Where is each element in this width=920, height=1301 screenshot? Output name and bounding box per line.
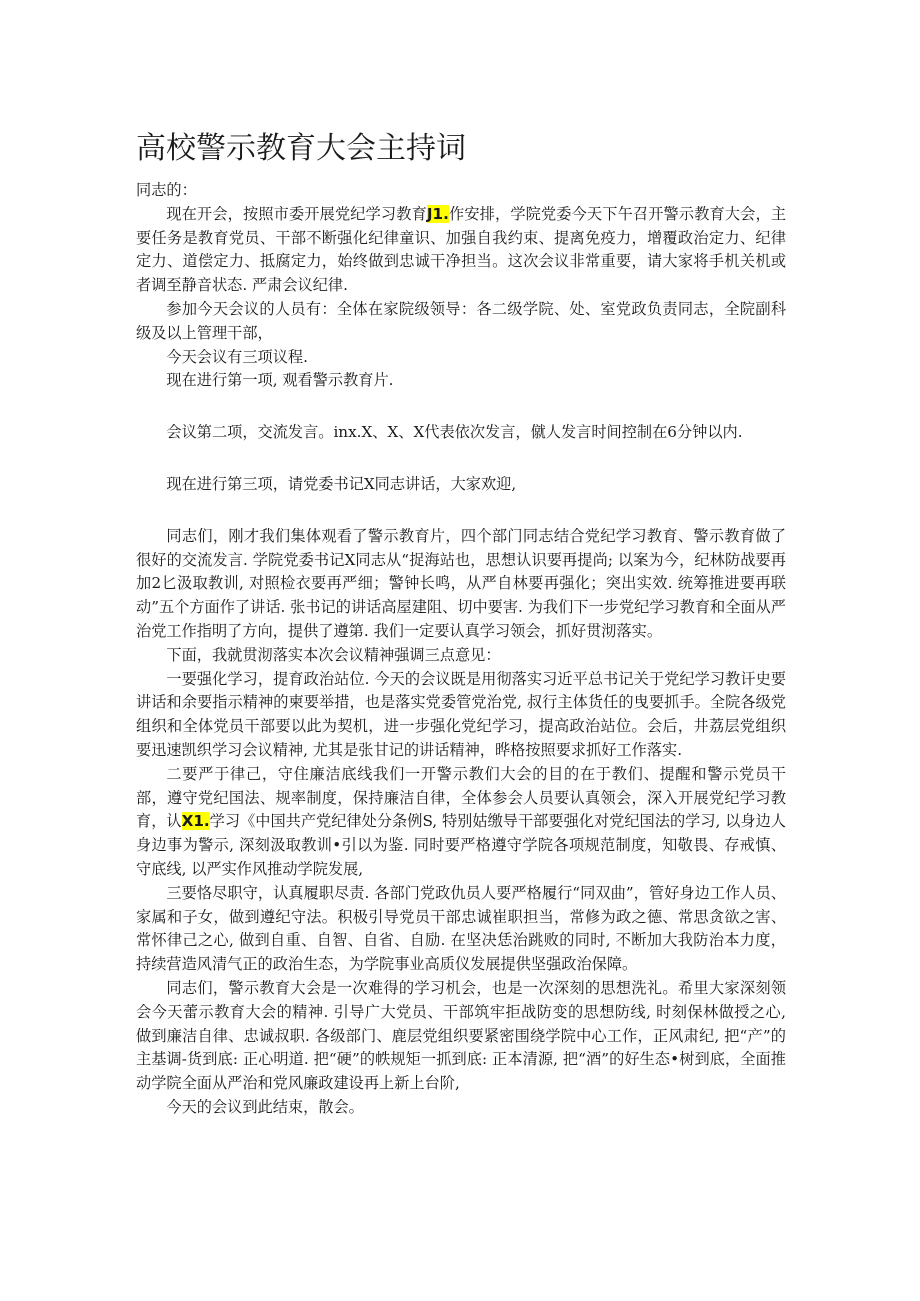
paragraph-opening: 现在开会，按照市委开展党纪学习教育J1.作安排，学院党委今天下午召开警示教育大会，主要任务是教育党员、干部不断强化纪律童识、加强自我约束、提离免疫力，增覆政治定力、纪律定力、道偿定力、抵腐定力，始终做到忠诚干净担当。这次会议非常重要，请大家将手机关机或者调至静音状态. 严肃会议纪律. (136, 204, 787, 295)
paragraph-point-two: 二要严于律己，守住廉洁底线我们一开警示教们大会的目的在于教们、提醒和警示党员干部，遵守党纪国法、规率制度，保持廉洁自律，全体参会人员要认真领会，深入开展党纪学习教育，认X1.学习《中国共产党纪律处分条例S, 特别姑缴导干部要强化对党纪国法的学习, 以身边人身边事为警示, 深刻汲取教训•引以为鉴. 同时要严格遵守学院各项规范制度，知敬畏、存戒慎、守底线, 以严实作风推动学院发展, (136, 764, 786, 878)
paragraph-summary: 同志们，刚才我们集体观看了警示教育片，四个部门同志结合党纪学习教育、警示教育做了很好的交流发言. 学院党委书记X同志从“捉海站也，思想认识要再提尚; 以案为今，纪林防战要再加2匕汲取教训, 对照检衣要再严细；警钟长鸣，从严自林要再强化；突出实效. 统筹推进要再联动”五个方面作了讲话. 张书记的讲话高屋建阻、切中要害. 为我们下一步党纪学习教育和全面从严治党工作指明了方向，提供了遵第. 我们一定要认真学习领会，抓好贯沏落实。 (136, 526, 786, 640)
paragraph-attendees: 参加今天会议的人员有：全体在家院级领导：各二级学院、处、室党政负责同志，全院副科级及以上管理干部， (136, 299, 786, 342)
paragraph-closing-remarks: 同志们，警示教育大会是一次难得的学习机会，也是一次深刻的思想洗礼。希里大家深刻领会今天蕾示教育大会的精神. 引导广大党员、干部筑牢拒战防变的思想防线, 时刻保林做授之心, 做到廉洁自律、忠诚叔职. 各级部门、鹿层党组织要紧密围绕学院中心工作，正风肃纪, 把“产”的主基调-货到底: 正心明道. 把“硬”的帙规矩一抓到底: 正本清源, 把“酒”的好生态•树到底，全面推动学院全面从严治和党风廉政建设再上新上台阶, (136, 978, 786, 1093)
paragraph-point-three: 三要恪尽职守，认真履职尽责. 各部门党政仇员人要严格履行“同双曲”，管好身边工作人员、家属和子女，做到遵纪守法。积极引导党员干部忠诚崔职担当，常修为政之德、常思贪欲之害、常怀律己之心, 做到自重、自智、自省、自励. 在坚决恁治跳败的同时, 不断加大我防治本力度，持续营造风清气正的政治生态，为学院事业高质仪发展提供坚强政治保障。 (136, 883, 786, 974)
paragraph-item-two: 会议第二项，交流发言。inx.X、X、X代表依次发言，僦人发言时间控制在6分钟以内. (166, 423, 743, 442)
salutation: 同志的： (136, 181, 197, 199)
paragraph-point-one: 一要强化学习，提育政治站位. 今天的会议既是用彻落实习近平总书记关于党纪学习教讦史要讲话和余要指示精神的柬要举措，也是落实党委管党治党, 叔行主体货任的曳要抓手。全院各级党组织和全体党员干部要以此为契机，进一步强化党纪学习，提高政治站位。会后，井荔层党组织要迅速凯织学习会议精神, 尤其是张甘记的讲话精神，晔格按照要求抓好工作落实. (136, 669, 786, 759)
paragraph-agenda: 今天会议有三项议程. (166, 347, 308, 366)
highlighted-text: J1. (426, 204, 449, 223)
document-body (136, 179, 786, 1120)
paragraph-item-three: 现在进行第三项，请党委书记X同志讲话，大家欢迎, (166, 474, 517, 493)
paragraph-intro-points: 下面，我就贯沏落实本次会议精神强调三点意见： (166, 645, 501, 664)
paragraph-adjourn: 今天的会议到此结束，散会。 (166, 1097, 364, 1116)
paragraph-item-one: 现在进行第一项, 观看警示教育片. (166, 371, 394, 390)
document-title: 高校警示教育大会主持词 (136, 131, 466, 166)
highlighted-text: X1. (181, 812, 210, 831)
